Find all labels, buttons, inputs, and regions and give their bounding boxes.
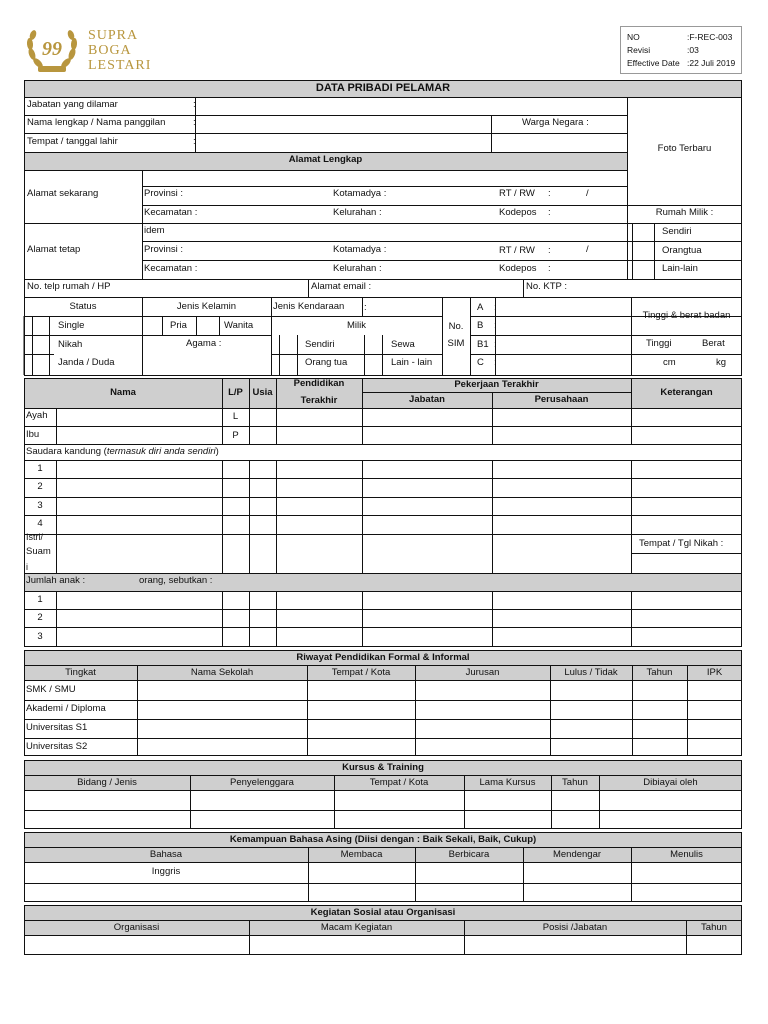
checkbox-kendaraan-lain[interactable] xyxy=(365,355,382,373)
doc-rev-label: Revisi xyxy=(627,45,651,55)
label-jenis-kendaraan: Jenis Kendaraan xyxy=(273,301,345,312)
fam-col-nama: Nama xyxy=(110,387,136,398)
doc-eff-label: Effective Date xyxy=(627,58,680,68)
label-alamat-sekarang: Alamat sekarang xyxy=(27,188,99,199)
label-sim-c: C xyxy=(477,357,484,368)
edu-col-ipk: IPK xyxy=(706,667,723,678)
bahasa-col-membaca: Membaca xyxy=(340,849,383,860)
fam-row-4: 4 xyxy=(37,518,43,529)
kursus-col-penyelenggara: Penyelenggara xyxy=(230,777,294,788)
bahasa-col-berbicara: Berbicara xyxy=(448,849,490,860)
edu-row-s1: Universitas S1 xyxy=(26,722,88,733)
label-foto: Foto Terbaru xyxy=(657,143,712,154)
kursus-col-biaya: Dibiayai oleh xyxy=(643,777,698,788)
colon-sim-b: : xyxy=(494,320,497,331)
label-kecamatan-1: Kecamatan : xyxy=(144,207,198,218)
kursus-col-bidang: Bidang / Jenis xyxy=(77,777,137,788)
fam-col-lp: L/P xyxy=(228,387,243,398)
saudara-italic: termasuk diri anda sendiri xyxy=(106,446,216,457)
fam-ayah: Ayah xyxy=(26,410,48,421)
label-warga-negara: Warga Negara : xyxy=(522,117,589,128)
edu-col-kota: Tempat / Kota xyxy=(331,667,391,678)
anak-row-1: 1 xyxy=(37,594,43,605)
fam-istri-3: i xyxy=(26,562,28,572)
saudara-text: Saudara kandung ( xyxy=(26,446,107,457)
label-kendaraan-lain: Lain - lain xyxy=(391,357,433,368)
label-rumah-sendiri: Sendiri xyxy=(662,226,692,237)
fam-col-pend-1: Pendidikan xyxy=(293,378,345,389)
label-milik: Milik xyxy=(347,320,366,331)
fam-col-pekerjaan: Pekerjaan Terakhir xyxy=(454,379,539,390)
input-jabatan[interactable] xyxy=(196,98,626,115)
label-janda: Janda / Duda xyxy=(58,357,115,368)
label-kendaraan-sendiri: Sendiri xyxy=(305,339,335,350)
label-rtrw-1: RT / RW xyxy=(499,188,535,199)
colon-sim-c: : xyxy=(494,357,497,368)
fam-row-2: 2 xyxy=(37,481,43,492)
organisasi-header: Kegiatan Sosial atau Organisasi xyxy=(310,907,456,918)
colon-kodepos-1: : xyxy=(548,207,551,218)
fam-col-jabatan: Jabatan xyxy=(409,394,445,405)
label-rtrw-2: RT / RW xyxy=(499,245,535,256)
label-telp: No. telp rumah / HP xyxy=(27,281,111,292)
checkbox-rumah-lain[interactable] xyxy=(633,261,654,279)
fam-istri-2: Suam xyxy=(26,546,51,557)
org-col-posisi: Posisi /Jabatan xyxy=(542,922,608,933)
form-title: DATA PRIBADI PELAMAR xyxy=(315,82,451,94)
label-kotamadya-2: Kotamadya : xyxy=(333,244,387,255)
label-provinsi-1: Provinsi : xyxy=(144,188,184,199)
edu-col-tahun: Tahun xyxy=(646,667,673,678)
colon-jabatan: : xyxy=(193,99,196,110)
label-idem: idem xyxy=(144,225,165,236)
label-wanita: Wanita xyxy=(224,320,254,331)
label-kendaraan-orangtua: Orang tua xyxy=(305,357,348,368)
alamat-header: Alamat Lengkap xyxy=(288,154,363,165)
kursus-header: Kursus & Training xyxy=(342,762,424,773)
colon-rtrw-1: : xyxy=(548,188,551,199)
checkbox-rumah-orangtua[interactable] xyxy=(633,242,654,260)
label-kelurahan-2: Kelurahan : xyxy=(333,263,382,274)
edu-col-sekolah: Nama Sekolah xyxy=(190,667,254,678)
kursus-col-kota: Tempat / Kota xyxy=(369,777,429,788)
bahasa-col-mendengar: Mendengar xyxy=(552,849,602,860)
label-tinggi-berat: Tinggi & berat badan xyxy=(642,310,731,321)
label-pria: Pria xyxy=(170,320,187,331)
checkbox-wanita[interactable] xyxy=(197,317,219,335)
company-name-3: LESTARI xyxy=(88,58,152,73)
checkbox-pria[interactable] xyxy=(143,317,162,335)
input-tempat-lahir[interactable] xyxy=(196,134,490,151)
org-col-organisasi: Organisasi xyxy=(113,922,160,933)
label-kg: kg xyxy=(716,357,727,368)
edu-col-jurusan: Jurusan xyxy=(465,667,500,678)
checkbox-nikah[interactable] xyxy=(33,336,49,354)
label-rumah-lain: Lain-lain xyxy=(662,263,698,274)
checkbox-single[interactable] xyxy=(33,317,49,335)
label-agama: Agama : xyxy=(186,338,222,349)
checkbox-janda[interactable] xyxy=(33,355,49,373)
label-kodepos-1: Kodepos xyxy=(499,207,537,218)
checkbox-rumah-sendiri[interactable] xyxy=(633,224,654,241)
company-name-1: SUPRA xyxy=(88,28,139,43)
label-nikah: Nikah xyxy=(58,339,83,350)
label-sim-a: A xyxy=(477,302,484,313)
fam-sebutkan: orang, sebutkan : xyxy=(139,575,213,586)
kursus-col-lama: Lama Kursus xyxy=(479,777,536,788)
label-sim-b1: B1 xyxy=(477,339,489,350)
doc-no-value: :F-REC-003 xyxy=(687,32,733,42)
company-name-2: BOGA xyxy=(88,43,132,58)
label-jenis-kelamin: Jenis Kelamin xyxy=(176,301,237,312)
fam-ayah-lp: L xyxy=(232,411,239,422)
bahasa-header: Kemampuan Bahasa Asing (Diisi dengan : Baik Sekali, Baik, Cukup) xyxy=(229,834,537,845)
label-sim-b: B xyxy=(477,320,484,331)
colon-kendaraan: : xyxy=(364,302,367,313)
fam-col-usia: Usia xyxy=(252,387,273,398)
label-kelurahan-1: Kelurahan : xyxy=(333,207,382,218)
label-kecamatan-2: Kecamatan : xyxy=(144,263,198,274)
fam-jumlah-anak: Jumlah anak : xyxy=(26,575,86,586)
edu-col-tingkat: Tingkat xyxy=(65,667,96,678)
fam-col-keterangan: Keterangan xyxy=(660,387,713,398)
fam-saudara-label xyxy=(26,446,219,458)
edu-header: Riwayat Pendidikan Formal & Informal xyxy=(296,652,470,663)
label-status: Status xyxy=(69,301,97,312)
fam-row-3: 3 xyxy=(37,500,43,511)
logo-numeral: 99 xyxy=(42,38,62,60)
kursus-col-tahun: Tahun xyxy=(562,777,588,788)
slash-rtrw-2: / xyxy=(586,244,589,255)
colon-sim-a: : xyxy=(494,302,497,313)
fam-ibu: Ibu xyxy=(26,429,40,440)
edu-row-smk: SMK / SMU xyxy=(26,684,76,695)
input-nama[interactable] xyxy=(196,116,490,133)
label-kodepos-2: Kodepos xyxy=(499,263,537,274)
anak-row-3: 3 xyxy=(37,631,43,642)
fam-istri-1: Istri/ xyxy=(26,532,43,542)
fam-row-1: 1 xyxy=(37,463,43,474)
label-tinggi: Tinggi xyxy=(646,338,672,349)
fam-col-pend-2: Terakhir xyxy=(300,395,338,406)
label-kendaraan-sewa: Sewa xyxy=(391,339,415,350)
colon-tempat-lahir: : xyxy=(193,136,196,147)
label-cm: cm xyxy=(663,357,676,368)
label-email: Alamat email : xyxy=(311,281,372,292)
slash-rtrw-1: / xyxy=(586,188,589,199)
bahasa-row-inggris: Inggris xyxy=(151,866,181,877)
label-kotamadya-1: Kotamadya : xyxy=(333,188,387,199)
label-single: Single xyxy=(58,320,85,331)
saudara-close: ) xyxy=(215,446,219,457)
colon-rtrw-2: : xyxy=(548,245,551,256)
label-no-sim-2: SIM xyxy=(447,338,465,349)
label-provinsi-2: Provinsi : xyxy=(144,244,184,255)
label-rumah-orangtua: Orangtua xyxy=(662,245,702,256)
checkbox-kendaraan-sewa[interactable] xyxy=(365,336,382,354)
edu-row-akademi: Akademi / Diploma xyxy=(26,703,106,714)
bahasa-col-menulis: Menulis xyxy=(670,849,703,860)
label-jabatan: Jabatan yang dilamar xyxy=(27,99,118,110)
edu-col-lulus: Lulus / Tidak xyxy=(564,667,618,678)
label-nama: Nama lengkap / Nama panggilan xyxy=(27,117,166,128)
anak-row-2: 2 xyxy=(37,612,43,623)
doc-eff-value: :22 Juli 2019 xyxy=(687,58,736,68)
colon-kodepos-2: : xyxy=(548,263,551,274)
label-alamat-tetap: Alamat tetap xyxy=(27,244,81,255)
fam-ibu-lp: P xyxy=(232,430,239,441)
doc-rev-value: :03 xyxy=(687,45,699,55)
doc-no-label: NO xyxy=(627,32,640,42)
org-col-kegiatan: Macam Kegiatan xyxy=(320,922,393,933)
label-no-sim-1: No. xyxy=(448,321,464,332)
fam-col-perusahaan: Perusahaan xyxy=(534,394,589,405)
checkbox-kendaraan-sendiri[interactable] xyxy=(280,336,297,354)
label-berat: Berat xyxy=(702,338,725,349)
colon-nama: : xyxy=(193,117,196,128)
label-rumah-milik: Rumah Milik : xyxy=(655,207,714,218)
colon-sim-b1: : xyxy=(494,339,497,350)
fam-tempat-nikah: Tempat / Tgl Nikah : xyxy=(639,538,724,549)
org-col-tahun: Tahun xyxy=(701,922,727,933)
bahasa-col-bahasa: Bahasa xyxy=(149,849,183,860)
label-ktp: No. KTP : xyxy=(526,281,568,292)
checkbox-kendaraan-orangtua[interactable] xyxy=(280,355,297,373)
edu-row-s2: Universitas S2 xyxy=(26,741,88,752)
label-tempat-lahir: Tempat / tanggal lahir xyxy=(27,136,118,147)
